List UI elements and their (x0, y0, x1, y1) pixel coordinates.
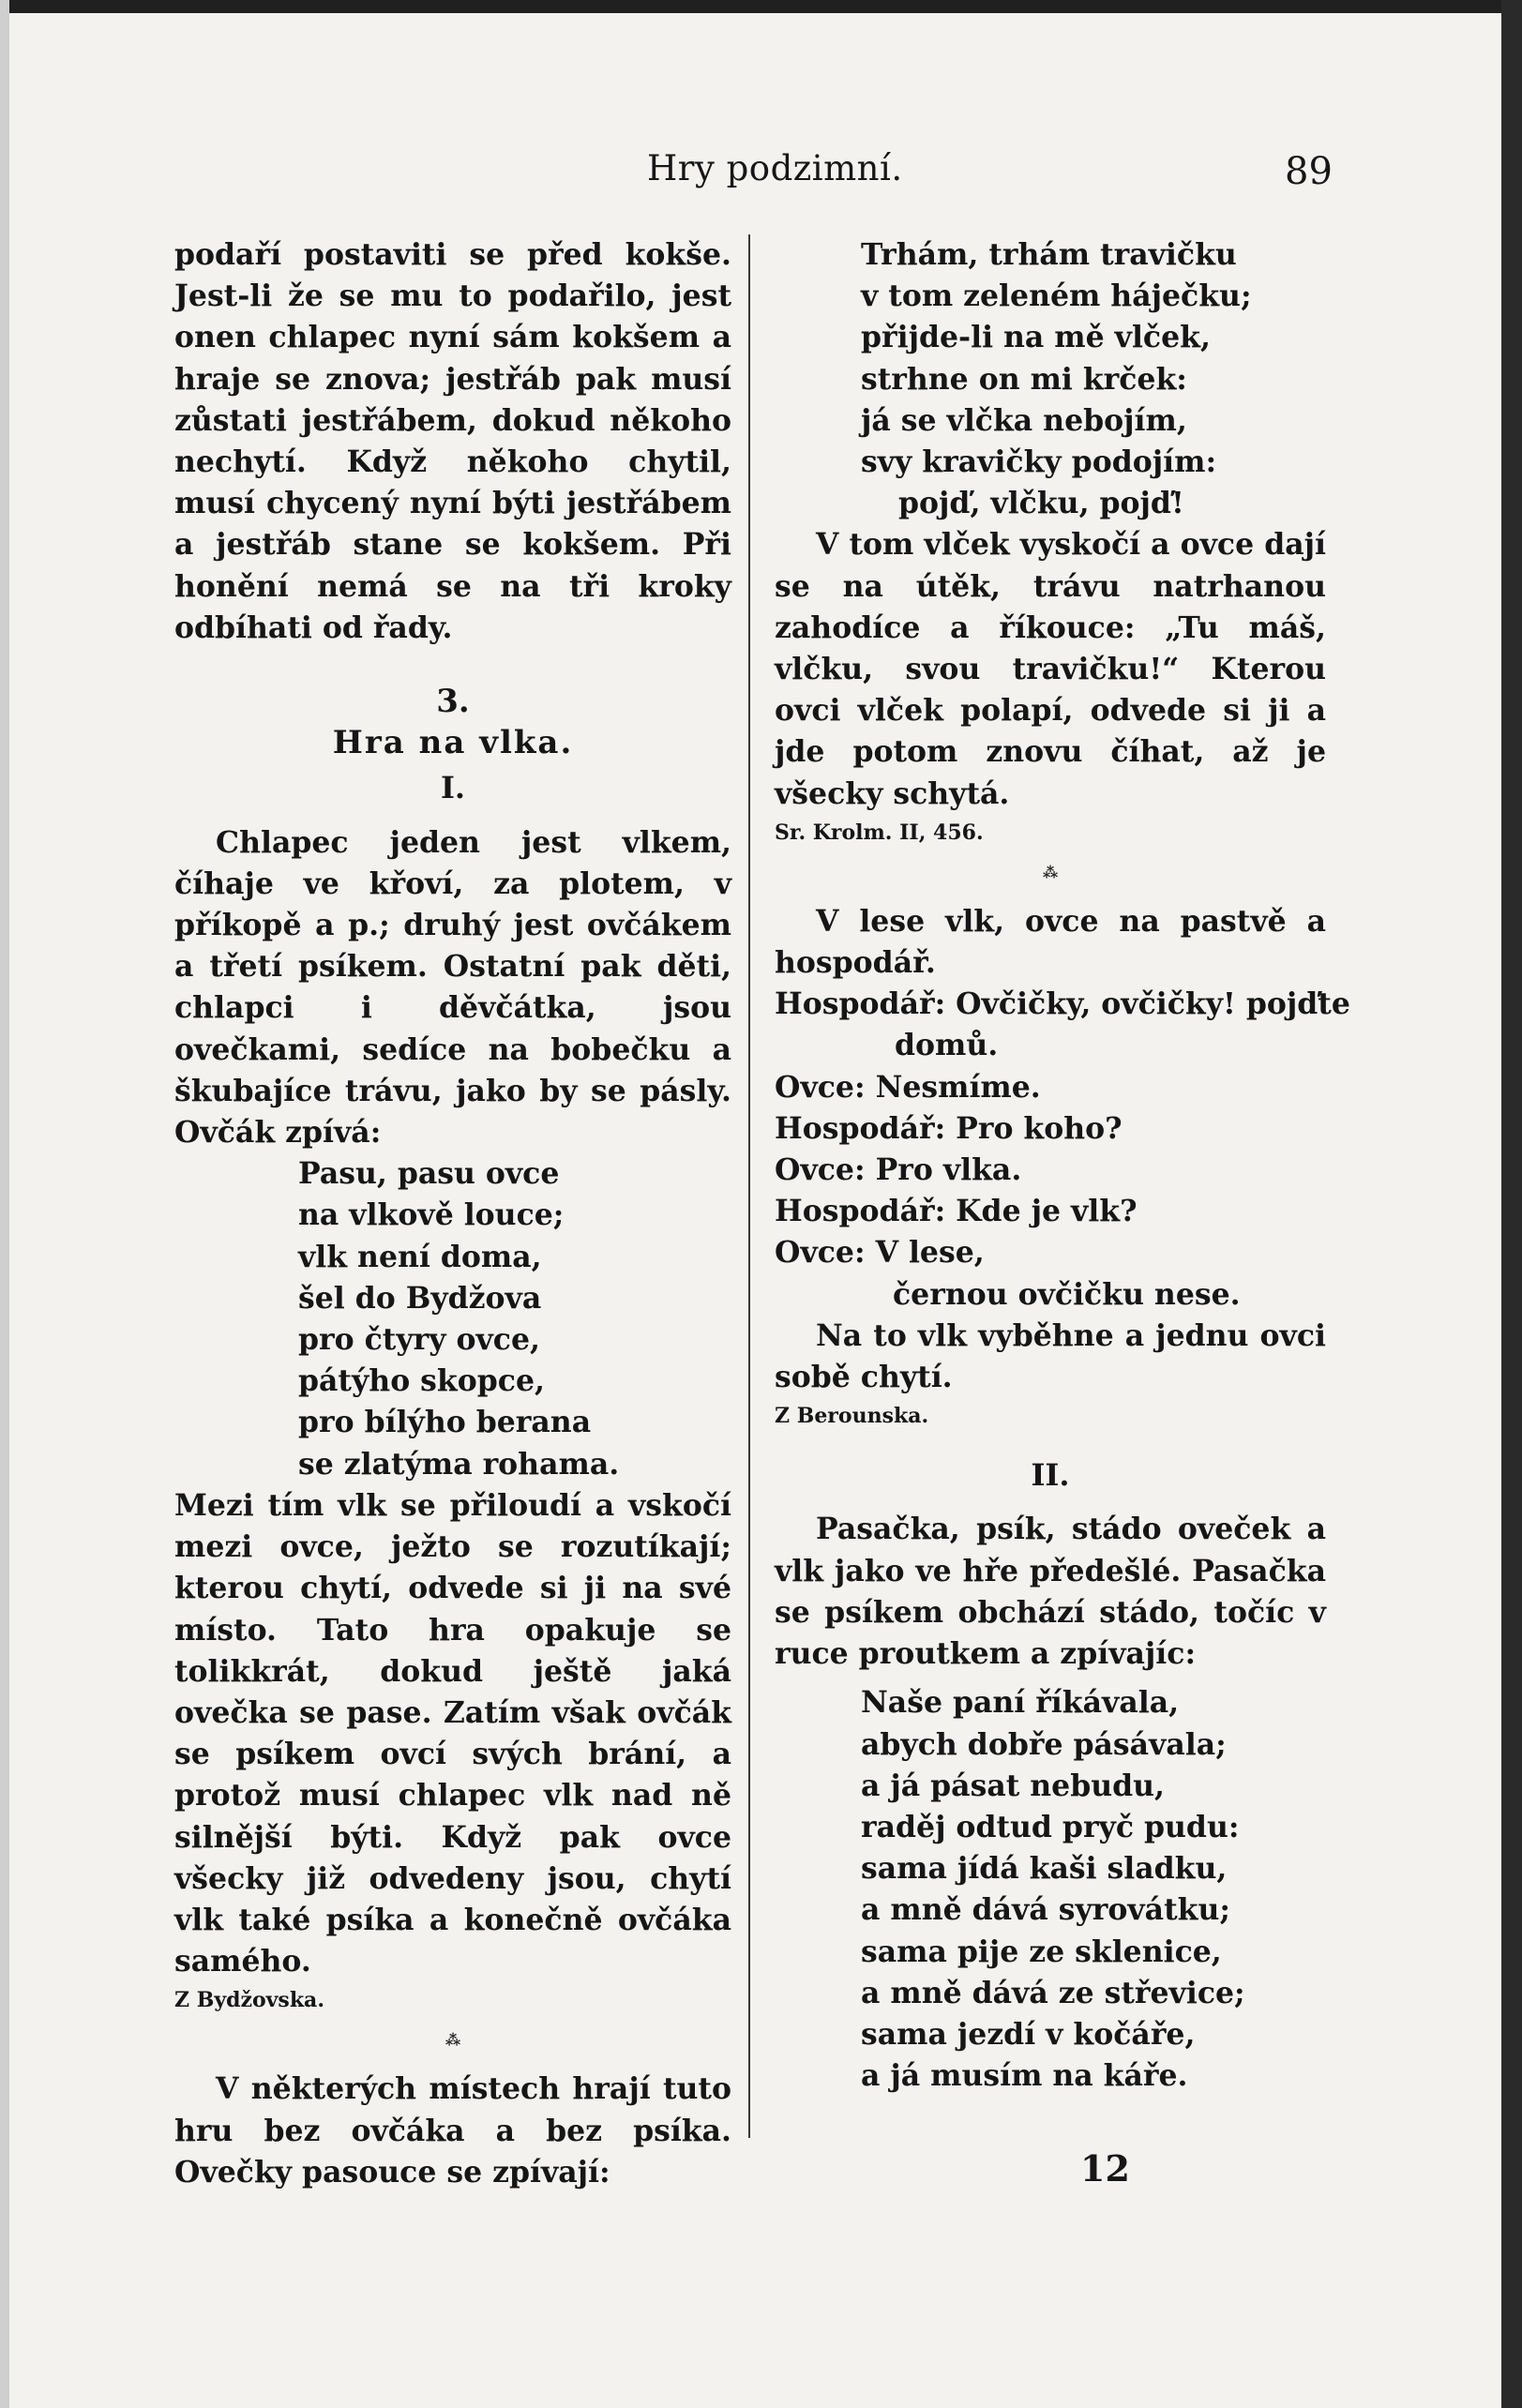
subsection-number: I. (440, 770, 466, 806)
scan-edge-left (0, 0, 9, 2408)
page-number: 89 (1285, 150, 1333, 193)
speaker: Hospodář: (775, 1194, 946, 1229)
section-title: Hra na vlka. (332, 724, 574, 762)
verse-line: vlk není doma, (298, 1239, 542, 1274)
verse-line: pro bílýho berana (298, 1405, 592, 1440)
verse-line: pátýho skopce, (298, 1363, 545, 1399)
speaker: Ovce: (775, 1152, 866, 1188)
divider-ornament: ⁂ (1042, 863, 1059, 881)
speaker: Ovce: (775, 1235, 866, 1271)
paragraph: V některých místech hrají tuto hru bez ovčáka a bez psíka. Ovečky pasouce se zpívají: (174, 2071, 731, 2190)
verse-line: se zlatýma rohama. (298, 1446, 620, 1482)
right-column (775, 234, 1350, 2097)
paragraph: Na to vlk vyběhne a jednu ovci sobě chytí. (775, 1317, 1326, 1395)
verse-line: sama pije ze sklenice, (861, 1934, 1222, 1969)
verse-line: na vlkově louce; (298, 1197, 565, 1233)
source-note: Z Berounska. (775, 1404, 929, 1429)
verse-block (174, 1153, 731, 1485)
verse-line: já se vlčka nebojím, (861, 402, 1187, 438)
paragraph: podaří postaviti se před kokše. Jest-li že se mu to podařilo, jest onen chlapec nyní sám kokšem a hraje se znova; jestřáb pak musí zůstati jestřábem, dokud někoho nechytí. Když někoho chytil, musí chycený nyní býti jestřábem a jestřáb stane se kokšem. Při honění nemá se na tři kroky odbíhati od řady. (174, 237, 731, 645)
dialogue-line (775, 1232, 1326, 1273)
divider-ornament: ⁂ (445, 2031, 461, 2050)
verse-line: a já musím na káře. (861, 2058, 1188, 2094)
speech: V lese, (875, 1235, 985, 1271)
verse-line: Pasu, pasu ovce (298, 1156, 560, 1192)
speaker: Hospodář: (775, 986, 946, 1022)
verse-line: v tom zeleném háječku; (861, 278, 1252, 314)
speech: Ovčičky, ovčičky! pojďte (956, 986, 1350, 1022)
dialogue-line (775, 1025, 1326, 1066)
paragraph: V lese vlk, ovce na pastvě a hospodář. (775, 903, 1326, 981)
verse-block (775, 234, 1326, 524)
dialogue-line (775, 1108, 1326, 1150)
verse-line: pro čtyry ovce, (298, 1322, 540, 1358)
dialogue-line (775, 1274, 1326, 1316)
verse-line: a mně dává syrovátku; (861, 1892, 1230, 1928)
paragraph: Chlapec jeden jest vlkem, číhaje ve křoví, za plotem, v příkopě a p.; druhý jest ovčákem a třetí psíkem. Ostatní pak děti, chlapci i děvčátka, jsou ovečkami, sedíce na bobečku a škubajíce trávu, jako by se pásly. Ovčák zpívá: (174, 824, 731, 1151)
section-number: 3. (436, 683, 470, 721)
speaker: Ovce: (775, 1069, 866, 1105)
verse-line: raděj odtud pryč pudu: (861, 1809, 1240, 1844)
verse-line: a mně dává ze střevice; (861, 1975, 1245, 2010)
speech: Pro vlka. (875, 1152, 1022, 1188)
dialogue (775, 984, 1350, 1316)
subsection-number: II. (1031, 1457, 1070, 1494)
speech: černou ovčičku nese. (893, 1276, 1241, 1312)
speech: Pro koho? (956, 1110, 1123, 1146)
dialogue-line (775, 1067, 1326, 1108)
verse-line: Naše paní říkávala, (861, 1685, 1180, 1721)
speech: Nesmíme. (875, 1069, 1041, 1105)
scan-edge-top (0, 0, 1522, 13)
signature-mark: 12 (1080, 2147, 1130, 2190)
verse-line: abych dobře pásávala; (861, 1726, 1227, 1762)
dialogue-line (775, 1150, 1326, 1191)
verse-line: a já pásat nebudu, (861, 1768, 1166, 1803)
verse-line: svy kravičky podojím: (861, 444, 1217, 480)
speech: domů. (895, 1028, 999, 1063)
verse-block (775, 1682, 1326, 2097)
verse-line: sama jezdí v kočáře, (861, 2016, 1196, 2052)
source-note: Sr. Krolm. II, 456. (775, 820, 984, 845)
verse-line: přijde-li na mě vlček, (861, 320, 1211, 355)
verse-line: pojď, vlčku, pojď! (898, 486, 1184, 521)
verse-line: strhne on mi krček: (861, 361, 1187, 397)
dialogue-line (775, 1191, 1326, 1232)
scan-edge-right (1501, 0, 1522, 2408)
dialogue-line (775, 984, 1350, 1025)
paragraph: Mezi tím vlk se přiloudí a vskočí mezi ovce, ježto se rozutíkají; kterou chytí, odvede si ji na své místo. Tato hra opakuje se tolikkrát, dokud ještě jaká ovečka se pase. Zatím však ovčák se psíkem ovcí svých brání, a protož musí chlapec vlk nad ně silnější býti. Když pak ovce všecky již odvedeny jsou, chytí vlk také psíka a konečně ovčáka samého. (174, 1487, 731, 1979)
paragraph: V tom vlček vyskočí a ovce dají se na útěk, trávu natrhanou zahodíce a říkouce: „Tu máš, vlčku, svou travičku!“ Kterou ovci vlček polapí, odvede si ji a jde potom znovu číhat, až je všecky schytá. (775, 527, 1326, 811)
running-title: Hry podzimní. (647, 148, 903, 188)
speech: Kde je vlk? (956, 1194, 1138, 1229)
paragraph: Pasačka, psík, stádo oveček a vlk jako ve hře předešlé. Pasačka se psíkem obchází stádo, točíc v ruce proutkem a zpívajíc: (775, 1512, 1326, 1672)
left-column (174, 234, 731, 2193)
verse-line: Trhám, trhám travičku (861, 237, 1237, 272)
source-note: Z Bydžovska. (174, 1988, 324, 2013)
verse-line: sama jídá kaši sladku, (861, 1851, 1228, 1887)
speaker: Hospodář: (775, 1110, 946, 1146)
column-divider (748, 234, 750, 2138)
verse-line: šel do Bydžova (298, 1280, 542, 1316)
